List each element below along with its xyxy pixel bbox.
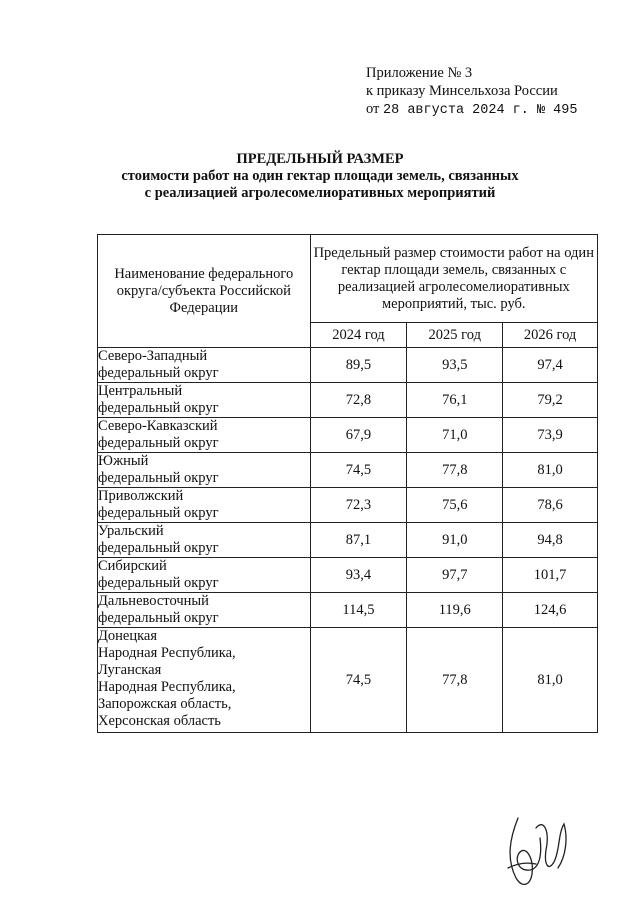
cost-value-cell: 74,5 xyxy=(310,453,407,488)
cost-value-cell: 79,2 xyxy=(503,383,598,418)
appendix-date: 28 августа 2024 г. № 495 xyxy=(383,103,578,118)
cost-value-cell: 119,6 xyxy=(407,593,503,628)
cost-value-cell: 71,0 xyxy=(407,418,503,453)
region-name-line: федеральный округ xyxy=(98,435,219,451)
cost-value-cell: 74,5 xyxy=(310,628,407,733)
table-row xyxy=(98,348,598,383)
table-row xyxy=(98,558,598,593)
cost-value-cell: 73,9 xyxy=(503,418,598,453)
region-name-cell xyxy=(98,418,311,453)
document-subtitle-line-2: с реализацией агролесомелиоративных мероприятий xyxy=(144,185,496,201)
cost-value-cell: 76,1 xyxy=(407,383,503,418)
region-name-line: федеральный округ xyxy=(98,400,219,416)
cost-value-cell: 97,4 xyxy=(503,348,598,383)
cost-table xyxy=(97,234,598,733)
table-header-row xyxy=(98,235,598,323)
column-header-year: 2026 год xyxy=(503,323,598,348)
region-name-line: федеральный округ xyxy=(98,540,219,556)
region-name-cell xyxy=(98,523,311,558)
region-name-line: Народная Республика, xyxy=(98,679,236,695)
region-name-line: Дальневосточный xyxy=(98,593,209,609)
cost-value-cell: 87,1 xyxy=(310,523,407,558)
table-row xyxy=(98,383,598,418)
cost-value-cell: 72,3 xyxy=(310,488,407,523)
document-subtitle-line-1: стоимости работ на один гектар площади земель, связанных xyxy=(121,168,519,184)
appendix-date-prefix: от xyxy=(366,101,380,117)
column-header-cost: Предельный размер стоимости работ на один гектар площади земель, связанных с реализацией агролесомелиоративных мероприятий, тыс. руб. xyxy=(310,235,597,323)
region-name-cell xyxy=(98,558,311,593)
column-header-year: 2025 год xyxy=(407,323,503,348)
region-name-cell xyxy=(98,453,311,488)
cost-value-cell: 81,0 xyxy=(503,628,598,733)
column-header-year: 2024 год xyxy=(310,323,407,348)
region-name-cell xyxy=(98,628,311,733)
region-name-line: Приволжский xyxy=(98,488,184,504)
region-name-line: федеральный округ xyxy=(98,610,219,626)
table-row xyxy=(98,488,598,523)
cost-value-cell: 67,9 xyxy=(310,418,407,453)
region-name-cell xyxy=(98,593,311,628)
column-header-region: Наименование федерального округа/субъекта Российской Федерации xyxy=(98,235,311,348)
region-name-line: федеральный округ xyxy=(98,365,219,381)
region-name-line: Уральский xyxy=(98,523,164,539)
signature xyxy=(496,798,576,898)
table-row xyxy=(98,523,598,558)
region-name-line: Луганская xyxy=(98,662,162,678)
cost-value-cell: 72,8 xyxy=(310,383,407,418)
cost-value-cell: 89,5 xyxy=(310,348,407,383)
cost-value-cell: 93,5 xyxy=(407,348,503,383)
region-name-line: Херсонская область xyxy=(98,713,221,729)
region-name-cell xyxy=(98,383,311,418)
region-name-line: Центральный xyxy=(98,383,183,399)
cost-value-cell: 81,0 xyxy=(503,453,598,488)
region-name-line: Донецкая xyxy=(98,628,158,644)
region-name-line: Северо-Западный xyxy=(98,348,208,364)
appendix-block xyxy=(366,64,577,120)
appendix-line-3 xyxy=(366,100,577,120)
cost-value-cell: 78,6 xyxy=(503,488,598,523)
region-name-line: Народная Республика, xyxy=(98,645,236,661)
table-row xyxy=(98,628,598,733)
region-name-line: федеральный округ xyxy=(98,470,219,486)
cost-value-cell: 97,7 xyxy=(407,558,503,593)
region-name-line: федеральный округ xyxy=(98,575,219,591)
cost-value-cell: 94,8 xyxy=(503,523,598,558)
table-row xyxy=(98,418,598,453)
region-name-line: Северо-Кавказский xyxy=(98,418,218,434)
region-name-cell xyxy=(98,488,311,523)
document-title: ПРЕДЕЛЬНЫЙ РАЗМЕР xyxy=(236,151,404,167)
appendix-line-1: Приложение № 3 xyxy=(366,65,473,81)
cost-value-cell: 124,6 xyxy=(503,593,598,628)
cost-value-cell: 101,7 xyxy=(503,558,598,593)
cost-value-cell: 77,8 xyxy=(407,453,503,488)
region-name-line: Южный xyxy=(98,453,149,469)
cost-value-cell: 91,0 xyxy=(407,523,503,558)
table-row xyxy=(98,453,598,488)
cost-value-cell: 114,5 xyxy=(310,593,407,628)
region-name-cell xyxy=(98,348,311,383)
region-name-line: Сибирский xyxy=(98,558,167,574)
table-row xyxy=(98,593,598,628)
region-name-line: федеральный округ xyxy=(98,505,219,521)
region-name-line: Запорожская область, xyxy=(98,696,232,712)
cost-value-cell: 77,8 xyxy=(407,628,503,733)
appendix-line-2: к приказу Минсельхоза России xyxy=(366,83,558,99)
cost-value-cell: 75,6 xyxy=(407,488,503,523)
cost-value-cell: 93,4 xyxy=(310,558,407,593)
